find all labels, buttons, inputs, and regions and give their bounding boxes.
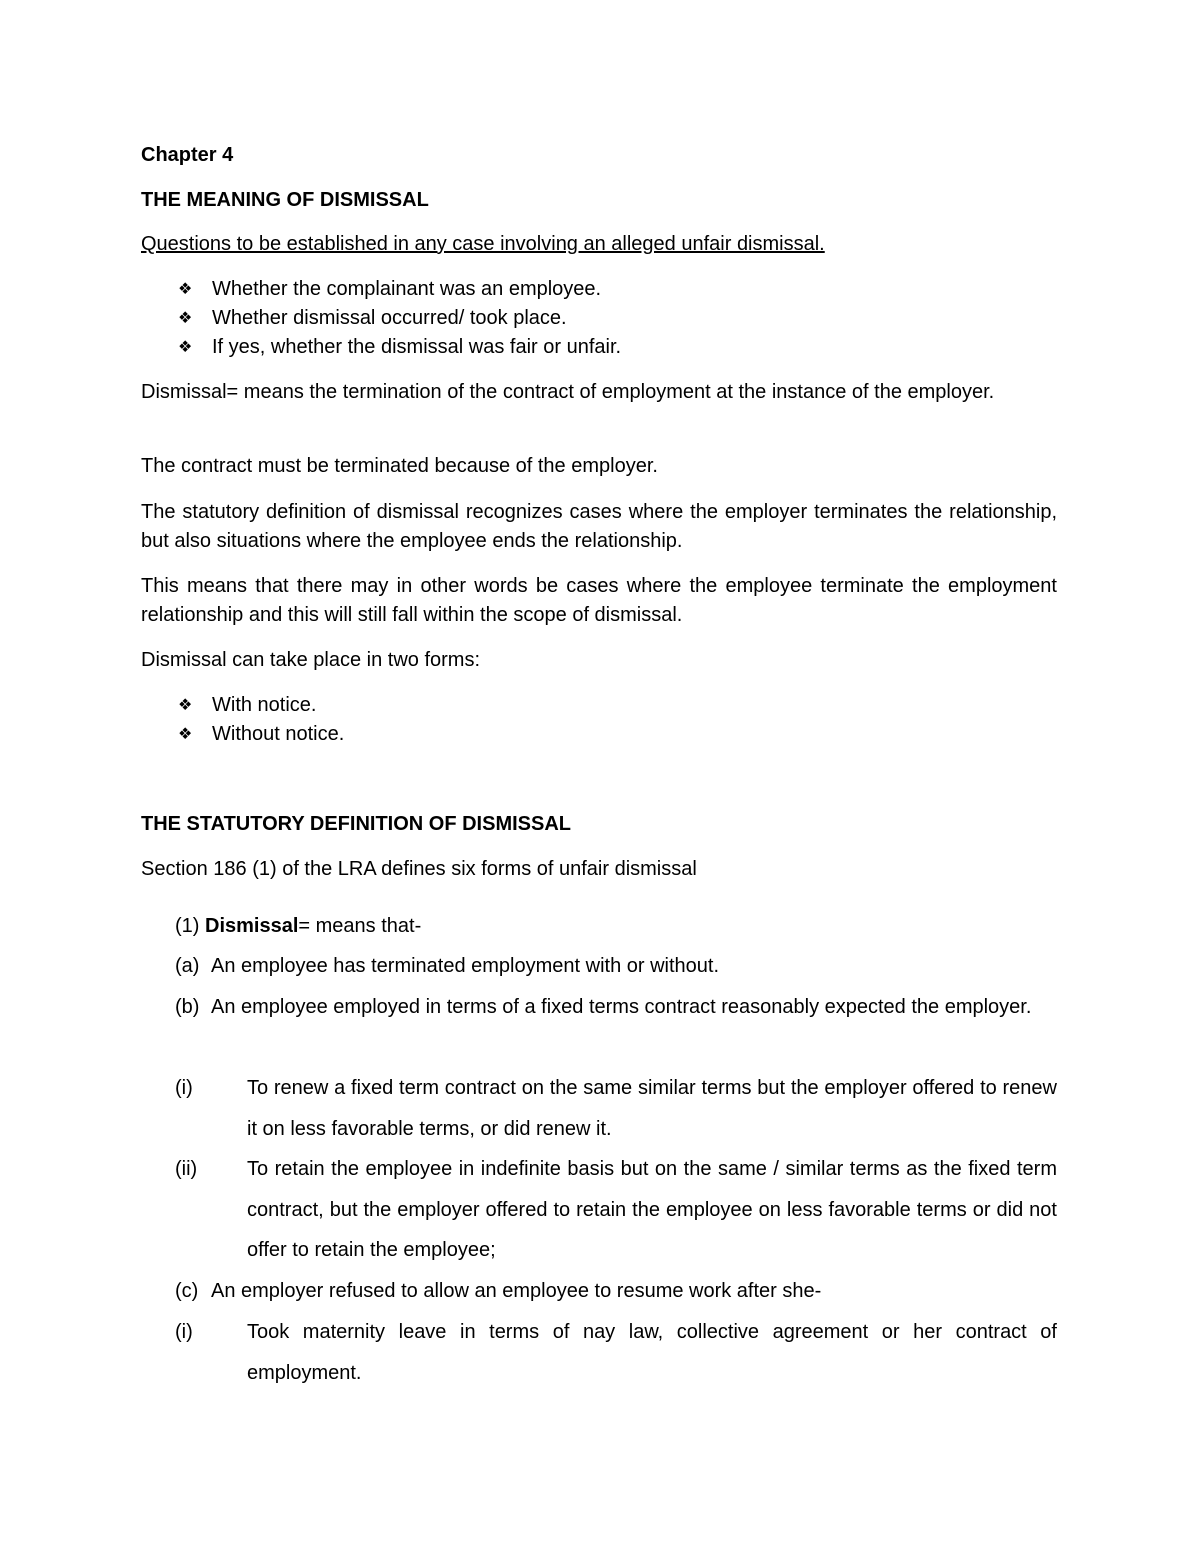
diamond-bullet-icon: ❖: [178, 310, 193, 327]
definition-rest: = means that-: [298, 915, 422, 937]
definition-number: (1): [175, 915, 200, 937]
list-item: ❖ Whether dismissal occurred/ took place.: [178, 304, 1058, 333]
item-c-i: [175, 1312, 1057, 1393]
item-label: (c): [175, 1280, 199, 1302]
list-item: ❖ With notice.: [178, 691, 1058, 720]
diamond-bullet-icon: ❖: [178, 726, 193, 743]
section-intro: Section 186 (1) of the LRA defines six forms of unfair dismissal: [141, 858, 697, 880]
paragraph-dismissal-definition: Dismissal= means the termination of the contract of employment at the instance of the employer.: [141, 381, 995, 403]
item-b-ii: [175, 1149, 1057, 1271]
forms-list: [178, 691, 1058, 749]
item-label: (ii): [175, 1158, 198, 1180]
section-heading-statutory: THE STATUTORY DEFINITION OF DISMISSAL: [141, 813, 572, 835]
item-label: (b): [175, 996, 200, 1018]
item-text: An employee has terminated employment with or without.: [211, 955, 720, 977]
item-label: (a): [175, 955, 200, 977]
list-item: ❖ Without notice.: [178, 720, 1058, 749]
item-text: To renew a fixed term contract on the same similar terms but the employer offered to renew it on less favorable terms, or did renew it.: [247, 1077, 1057, 1140]
item-text: An employee employed in terms of a fixed terms contract reasonably expected the employer.: [211, 996, 1032, 1018]
item-a: [175, 946, 1057, 987]
list-item: ❖ If yes, whether the dismissal was fair or unfair.: [178, 333, 1058, 362]
chapter-label: Chapter 4: [141, 144, 234, 166]
diamond-bullet-icon: ❖: [178, 281, 193, 298]
item-b-i: [175, 1068, 1057, 1149]
item-text: Took maternity leave in terms of nay law, collective agreement or her contract of employment.: [247, 1321, 1057, 1384]
section-heading-meaning: THE MEANING OF DISMISSAL: [141, 189, 429, 211]
item-c: [175, 1271, 1057, 1312]
item-label: (i): [175, 1077, 193, 1099]
list-item: ❖ Whether the complainant was an employee.: [178, 275, 1058, 304]
item-b: [175, 987, 1057, 1028]
questions-list: [178, 275, 1058, 362]
forms-intro: Dismissal can take place in two forms:: [141, 649, 481, 671]
item-text: To retain the employee in indefinite basis but on the same / similar terms as the fixed term contract, but the employer offered to retain the employee on less favorable terms or did not offer to retain the employee;: [247, 1158, 1057, 1261]
diamond-bullet-icon: ❖: [178, 339, 193, 356]
definition-line: [175, 906, 1057, 947]
item-text: An employer refused to allow an employee to resume work after she-: [211, 1280, 822, 1302]
paragraph-contract-terminated: The contract must be terminated because of the employer.: [141, 455, 658, 477]
questions-intro: Questions to be established in any case involving an alleged unfair dismissal.: [141, 233, 825, 255]
diamond-bullet-icon: ❖: [178, 697, 193, 714]
definition-term: Dismissal: [205, 915, 299, 937]
paragraph-statutory-definition: The statutory definition of dismissal recognizes cases where the employer terminates the relationship, but also situations where the employee ends the relationship.: [141, 501, 1057, 552]
paragraph-employee-terminate: This means that there may in other words be cases where the employee terminate the employment relationship and this will still fall within the scope of dismissal.: [141, 575, 1057, 626]
item-label: (i): [175, 1321, 193, 1343]
